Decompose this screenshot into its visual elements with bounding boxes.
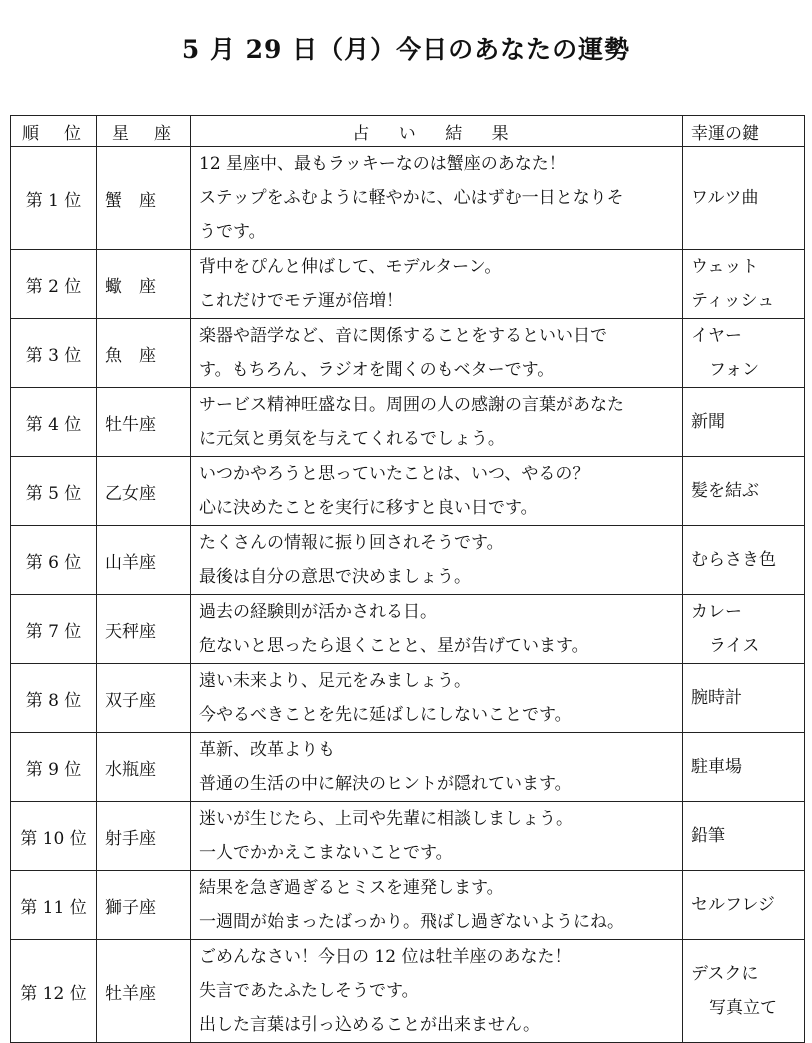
lucky-key-line: 髪を結ぶ bbox=[691, 481, 759, 501]
fortune-result-line: 出した言葉は引っ込めることが出来ません。 bbox=[199, 1015, 541, 1035]
rank-cell: 第 7 位 bbox=[11, 595, 97, 664]
lucky-key-cell bbox=[683, 940, 805, 1043]
rank-cell: 第 10 位 bbox=[11, 802, 97, 871]
zodiac-sign-cell: 水瓶座 bbox=[97, 733, 191, 802]
zodiac-sign-cell: 乙女座 bbox=[97, 457, 191, 526]
rank-cell: 第 11 位 bbox=[11, 871, 97, 940]
lucky-key-cell bbox=[683, 871, 805, 940]
lucky-key-line: むらさき色 bbox=[691, 550, 776, 570]
fortune-result-cell bbox=[191, 802, 683, 871]
table-row bbox=[11, 147, 805, 250]
zodiac-sign-cell: 射手座 bbox=[97, 802, 191, 871]
lucky-key-line: カレー bbox=[691, 602, 742, 622]
fortune-result-line: 革新、改革よりも bbox=[199, 740, 335, 760]
lucky-key-line: 新聞 bbox=[691, 412, 725, 432]
lucky-key-cell bbox=[683, 733, 805, 802]
lucky-key-cell bbox=[683, 595, 805, 664]
lucky-key-line: ライス bbox=[709, 636, 760, 656]
page-title: 5 月 29 日（月）今日のあなたの運勢 bbox=[181, 35, 631, 64]
fortune-result-line: いつかやろうと思っていたことは、いつ、やるの？ bbox=[199, 464, 590, 484]
fortune-result-cell bbox=[191, 388, 683, 457]
rank-cell: 第 5 位 bbox=[11, 457, 97, 526]
lucky-key-line: フォン bbox=[709, 360, 760, 380]
fortune-result-cell bbox=[191, 595, 683, 664]
lucky-key-line: ティッシュ bbox=[691, 291, 775, 311]
fortune-result-cell bbox=[191, 147, 683, 250]
lucky-key-line: ワルツ曲 bbox=[691, 188, 759, 208]
table-body bbox=[11, 147, 805, 1043]
lucky-key-line: 駐車場 bbox=[691, 757, 742, 777]
table-row bbox=[11, 595, 805, 664]
fortune-result-line: サービス精神旺盛な日。周囲の人の感謝の言葉があなた bbox=[199, 395, 624, 415]
lucky-key-cell bbox=[683, 147, 805, 250]
table-row bbox=[11, 388, 805, 457]
fortune-result-line: 12 星座中、最もラッキーなのは蟹座のあなた！ bbox=[199, 154, 566, 174]
header-result: 占 い 結 果 bbox=[191, 116, 683, 147]
zodiac-sign-cell: 牡牛座 bbox=[97, 388, 191, 457]
fortune-result-cell bbox=[191, 733, 683, 802]
fortune-result-cell bbox=[191, 319, 683, 388]
fortune-result-line: す。もちろん、ラジオを聞くのもベターです。 bbox=[199, 360, 555, 380]
lucky-key-line: ウェット bbox=[691, 257, 759, 277]
fortune-result-cell bbox=[191, 457, 683, 526]
lucky-key-line: 鉛筆 bbox=[691, 826, 725, 846]
rank-cell: 第 1 位 bbox=[11, 147, 97, 250]
header-rank: 順 位 bbox=[11, 116, 97, 147]
lucky-key-cell bbox=[683, 526, 805, 595]
fortune-result-line: 背中をぴんと伸ばして、モデルターン。 bbox=[199, 257, 502, 277]
fortune-table bbox=[10, 115, 805, 1043]
zodiac-sign-cell: 蠍 座 bbox=[97, 250, 191, 319]
rank-cell: 第 3 位 bbox=[11, 319, 97, 388]
fortune-result-cell bbox=[191, 871, 683, 940]
fortune-result-line: 失言であたふたしそうです。 bbox=[199, 981, 419, 1001]
fortune-result-line: 一人でかかえこまないことです。 bbox=[199, 843, 453, 863]
rank-cell: 第 2 位 bbox=[11, 250, 97, 319]
table-row bbox=[11, 733, 805, 802]
rank-cell: 第 12 位 bbox=[11, 940, 97, 1043]
lucky-key-line: 写真立て bbox=[709, 998, 777, 1018]
fortune-result-line: 最後は自分の意思で決めましょう。 bbox=[199, 567, 471, 587]
fortune-result-line: これだけでモテ運が倍増！ bbox=[199, 291, 403, 311]
fortune-result-cell bbox=[191, 526, 683, 595]
zodiac-sign-cell: 牡羊座 bbox=[97, 940, 191, 1043]
fortune-result-line: 心に決めたことを実行に移すと良い日です。 bbox=[199, 498, 538, 518]
table-row bbox=[11, 526, 805, 595]
rank-cell: 第 9 位 bbox=[11, 733, 97, 802]
zodiac-sign-cell: 魚 座 bbox=[97, 319, 191, 388]
fortune-result-line: 楽器や語学など、音に関係することをするといい日で bbox=[199, 326, 607, 346]
table-header-row bbox=[11, 116, 805, 147]
header-lucky-key: 幸運の鍵 bbox=[683, 116, 805, 147]
lucky-key-line: 腕時計 bbox=[691, 688, 742, 708]
lucky-key-cell bbox=[683, 388, 805, 457]
zodiac-sign-cell: 双子座 bbox=[97, 664, 191, 733]
fortune-result-line: 過去の経験則が活かされる日。 bbox=[199, 602, 437, 622]
rank-cell: 第 6 位 bbox=[11, 526, 97, 595]
table-row bbox=[11, 457, 805, 526]
fortune-result-line: に元気と勇気を与えてくれるでしょう。 bbox=[199, 429, 505, 449]
fortune-result-line: 一週間が始まったばっかり。飛ばし過ぎないようにね。 bbox=[199, 912, 624, 932]
lucky-key-line: イヤー bbox=[691, 326, 742, 346]
rank-cell: 第 4 位 bbox=[11, 388, 97, 457]
table-row bbox=[11, 871, 805, 940]
fortune-result-line: たくさんの情報に振り回されそうです。 bbox=[199, 533, 504, 553]
fortune-result-line: 迷いが生じたら、上司や先輩に相談しましょう。 bbox=[199, 809, 573, 829]
table-row bbox=[11, 250, 805, 319]
zodiac-sign-cell: 山羊座 bbox=[97, 526, 191, 595]
fortune-result-line: 今やるべきことを先に延ばしにしないことです。 bbox=[199, 705, 572, 725]
fortune-result-line: ステップをふむように軽やかに、心はずむ一日となりそ bbox=[199, 188, 624, 208]
fortune-result-line: うです。 bbox=[199, 222, 266, 242]
lucky-key-cell bbox=[683, 457, 805, 526]
zodiac-sign-cell: 蟹 座 bbox=[97, 147, 191, 250]
fortune-result-cell bbox=[191, 250, 683, 319]
lucky-key-cell bbox=[683, 250, 805, 319]
lucky-key-cell bbox=[683, 319, 805, 388]
table-row bbox=[11, 319, 805, 388]
lucky-key-cell bbox=[683, 802, 805, 871]
lucky-key-line: デスクに bbox=[691, 964, 759, 984]
header-sign: 星 座 bbox=[97, 116, 191, 147]
fortune-result-line: 遠い未来より、足元をみましょう。 bbox=[199, 671, 471, 691]
table-row bbox=[11, 664, 805, 733]
lucky-key-line: セルフレジ bbox=[691, 895, 775, 915]
fortune-result-cell bbox=[191, 940, 683, 1043]
table-row bbox=[11, 940, 805, 1043]
rank-cell: 第 8 位 bbox=[11, 664, 97, 733]
zodiac-sign-cell: 獅子座 bbox=[97, 871, 191, 940]
table-row bbox=[11, 802, 805, 871]
lucky-key-cell bbox=[683, 664, 805, 733]
fortune-result-cell bbox=[191, 664, 683, 733]
fortune-result-line: ごめんなさい！今日の 12 位は牡羊座のあなた！ bbox=[199, 947, 572, 967]
fortune-result-line: 結果を急ぎ過ぎるとミスを連発します。 bbox=[199, 878, 504, 898]
fortune-result-line: 危ないと思ったら退くことと、星が告げています。 bbox=[199, 636, 589, 656]
fortune-result-line: 普通の生活の中に解決のヒントが隠れています。 bbox=[199, 774, 572, 794]
zodiac-sign-cell: 天秤座 bbox=[97, 595, 191, 664]
